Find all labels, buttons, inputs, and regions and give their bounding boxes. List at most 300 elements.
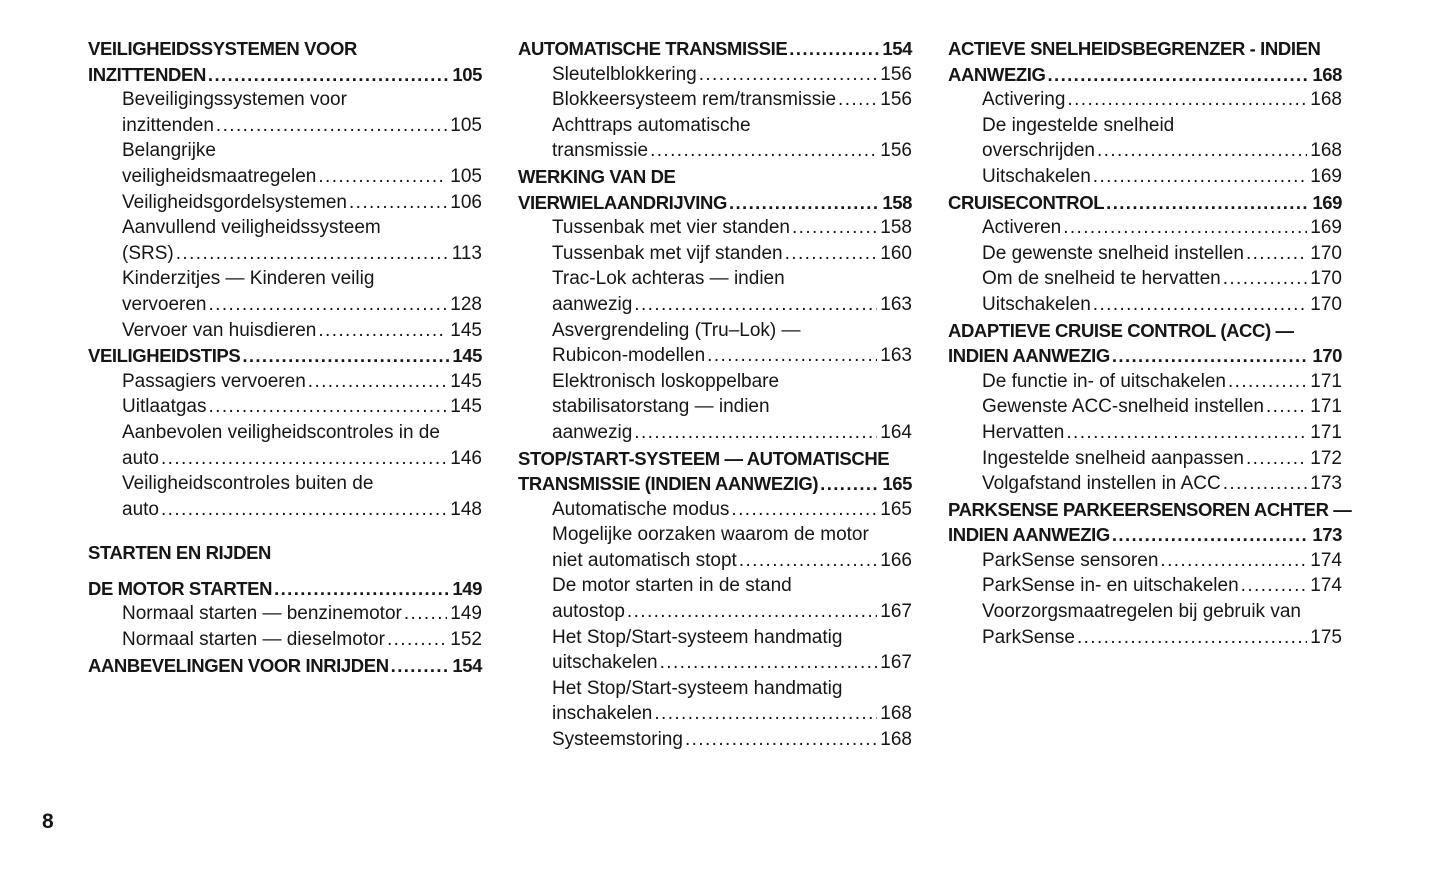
toc-entry-line — [948, 497, 1352, 523]
toc-entry-text: Blokkeersysteem rem/transmissie — [552, 89, 837, 111]
toc-entry-text: Activeren — [982, 217, 1062, 239]
dot-leader — [349, 190, 447, 216]
toc-entry-line — [88, 62, 482, 88]
dot-leader — [685, 727, 877, 753]
toc-entry-line — [518, 701, 912, 727]
toc-entry-text: veiligheidsmaatregelen — [122, 165, 317, 187]
toc-entry-line — [948, 625, 1342, 651]
toc-entry-line — [88, 653, 482, 679]
toc-entry-text: auto — [122, 447, 159, 469]
dot-leader — [1077, 625, 1307, 651]
toc-entry-sub — [948, 113, 1342, 164]
toc-entry-line — [948, 599, 1342, 625]
toc-entry-text: INDIEN AANWEZIG — [948, 524, 1110, 546]
toc-entry-line — [88, 138, 482, 164]
toc-entry-sub — [518, 497, 912, 523]
dot-leader — [1093, 164, 1308, 190]
toc-entry-text: ADAPTIEVE CRUISE CONTROL (ACC) — — [948, 319, 1294, 341]
dot-leader — [209, 394, 448, 420]
toc-entry-line — [518, 292, 912, 318]
toc-entry-text: Automatische modus — [552, 498, 730, 520]
dot-leader — [274, 576, 449, 602]
toc-entry-sub — [518, 215, 912, 241]
dot-leader — [789, 36, 879, 62]
toc-entry-line — [88, 215, 482, 241]
toc-entry-line — [948, 446, 1342, 472]
dot-leader — [792, 215, 877, 241]
toc-entry-text: Uitschakelen — [982, 293, 1091, 315]
toc-entry-heading — [948, 318, 1342, 369]
toc-entry-text: INZITTENDEN — [88, 63, 206, 85]
toc-entry-sub — [88, 87, 482, 138]
table-of-contents — [88, 36, 1352, 753]
toc-entry-sub — [948, 292, 1342, 318]
toc-entry-sub — [518, 62, 912, 88]
dot-leader — [729, 190, 879, 216]
toc-page-ref: 173 — [1312, 524, 1342, 546]
toc-entry-sub — [518, 522, 912, 573]
toc-page-ref: 168 — [1312, 63, 1342, 85]
dot-leader — [1106, 190, 1309, 216]
toc-entry-line — [518, 241, 912, 267]
toc-entry-text: ParkSense sensoren — [982, 549, 1159, 571]
toc-entry-sub — [518, 676, 912, 727]
toc-entry-line — [948, 266, 1342, 292]
toc-page-ref: 174 — [1310, 549, 1342, 571]
toc-page-ref: 105 — [452, 63, 482, 85]
toc-entry-line — [88, 394, 482, 420]
toc-entry-line — [948, 62, 1342, 88]
dot-leader — [1241, 573, 1308, 599]
dot-leader — [654, 701, 877, 727]
toc-entry-text: transmissie — [552, 140, 649, 162]
dot-leader — [308, 369, 448, 395]
toc-entry-line — [518, 87, 912, 113]
dot-leader — [634, 292, 877, 318]
toc-page-ref: 166 — [880, 549, 912, 571]
toc-entry-line — [948, 292, 1342, 318]
toc-entry-heading — [88, 653, 482, 679]
dot-leader — [216, 113, 447, 139]
dot-leader — [1266, 394, 1307, 420]
toc-entry-text: Voorzorgsmaatregelen bij gebruik van — [982, 601, 1301, 623]
toc-entry-line — [518, 343, 912, 369]
toc-entry-text: AANWEZIG — [948, 63, 1046, 85]
toc-page-ref: 170 — [1310, 268, 1342, 290]
toc-entry-heading — [88, 576, 482, 602]
toc-entry-line — [948, 369, 1342, 395]
dot-leader — [627, 599, 877, 625]
toc-page-ref: 145 — [450, 396, 482, 418]
toc-page-ref: 171 — [1310, 396, 1342, 418]
toc-page-ref: 113 — [451, 242, 482, 264]
toc-entry-text: Tussenbak met vijf standen — [552, 242, 783, 264]
toc-page-ref: 167 — [880, 652, 912, 674]
toc-entry-text: Belangrijke — [122, 140, 216, 162]
toc-entry-text: ACTIEVE SNELHEIDSBEGRENZER - INDIEN — [948, 38, 1321, 59]
toc-entry-text: uitschakelen — [552, 652, 658, 674]
toc-page-ref: 172 — [1310, 447, 1342, 469]
toc-entry-text: VIERWIELAANDRIJVING — [518, 191, 727, 213]
toc-entry-text: Het Stop/Start-systeem handmatig — [552, 626, 843, 648]
toc-entry-text: ParkSense — [982, 626, 1075, 648]
toc-entry-line — [518, 113, 912, 139]
toc-entry-text: niet automatisch stopt — [552, 549, 737, 571]
toc-entry-line — [88, 497, 482, 523]
toc-entry-text: overschrijden — [982, 140, 1095, 162]
toc-page-ref: 158 — [880, 217, 912, 239]
toc-entry-sub — [88, 394, 482, 420]
toc-entry-sub — [518, 573, 912, 624]
toc-entry-text: inzittenden — [122, 114, 214, 136]
dot-leader — [820, 471, 879, 497]
dot-leader — [1066, 420, 1307, 446]
toc-entry-chapter — [88, 540, 482, 566]
toc-entry-line — [518, 573, 912, 599]
toc-entry-line — [518, 369, 912, 395]
toc-entry-sub — [948, 471, 1342, 497]
toc-entry-line — [518, 625, 912, 651]
toc-page-ref: 145 — [452, 345, 482, 367]
toc-entry-text: INDIEN AANWEZIG — [948, 345, 1110, 367]
toc-page-ref: 169 — [1310, 165, 1342, 187]
toc-entry-line — [518, 215, 912, 241]
dot-leader — [1048, 62, 1310, 88]
toc-entry-line — [948, 318, 1342, 344]
dot-leader — [318, 164, 447, 190]
toc-entry-text: Normaal starten — dieselmotor — [122, 629, 385, 651]
dot-leader — [209, 292, 448, 318]
toc-entry-sub — [948, 87, 1342, 113]
toc-entry-line — [948, 87, 1342, 113]
toc-entry-sub — [518, 318, 912, 369]
toc-page-ref: 164 — [880, 421, 912, 443]
toc-entry-text: AANBEVELINGEN VOOR INRIJDEN — [88, 654, 389, 676]
toc-entry-line — [88, 369, 482, 395]
toc-entry-text: Kinderzitjes — Kinderen veilig — [122, 268, 375, 290]
toc-entry-line — [518, 471, 912, 497]
dot-leader — [161, 497, 447, 523]
toc-entry-text: VEILIGHEIDSTIPS — [88, 345, 241, 367]
toc-entry-line — [948, 36, 1342, 62]
toc-entry-line — [88, 266, 482, 292]
toc-page-ref: 145 — [450, 319, 482, 341]
toc-page-ref: 167 — [880, 601, 912, 623]
toc-entry-line — [948, 394, 1342, 420]
toc-entry-heading — [948, 36, 1342, 87]
toc-page-ref: 128 — [450, 293, 482, 315]
toc-entry-text: Systeemstoring — [552, 729, 683, 751]
toc-entry-line — [88, 446, 482, 472]
dot-leader — [1246, 241, 1307, 267]
toc-entry-text: VEILIGHEIDSSYSTEMEN VOOR — [88, 38, 357, 59]
toc-entry-sub — [518, 241, 912, 267]
toc-entry-text: PARKSENSE PARKEERSENSOREN ACHTER — — [948, 498, 1352, 520]
toc-entry-sub — [948, 215, 1342, 241]
toc-entry-line — [948, 164, 1342, 190]
toc-entry-line — [518, 727, 912, 753]
toc-page-ref: 170 — [1310, 293, 1342, 315]
toc-entry-text: Veiligheidsgordelsystemen — [122, 191, 347, 213]
toc-entry-sub — [948, 241, 1342, 267]
toc-page-ref: 156 — [880, 63, 912, 85]
toc-entry-line — [948, 138, 1342, 164]
toc-entry-line — [948, 548, 1342, 574]
toc-page-ref: 156 — [880, 89, 912, 111]
toc-entry-line — [88, 343, 482, 369]
toc-entry-text: vervoeren — [122, 293, 207, 315]
toc-entry-sub — [518, 369, 912, 446]
toc-entry-sub — [518, 87, 912, 113]
toc-entry-line — [88, 601, 482, 627]
toc-entry-sub — [948, 446, 1342, 472]
toc-page-ref: 154 — [882, 38, 912, 59]
toc-entry-text: Tussenbak met vier standen — [552, 217, 790, 239]
toc-entry-sub — [518, 727, 912, 753]
toc-entry-sub — [948, 369, 1342, 395]
toc-entry-sub — [88, 471, 482, 522]
toc-entry-text: Het Stop/Start-systeem handmatig — [552, 677, 843, 699]
toc-entry-text: DE MOTOR STARTEN — [88, 577, 273, 599]
toc-entry-line — [518, 522, 912, 548]
toc-entry-line — [518, 497, 912, 523]
toc-entry-line — [518, 446, 912, 472]
toc-entry-line — [948, 215, 1342, 241]
toc-page-ref: 158 — [882, 191, 912, 213]
toc-entry-text: Veiligheidscontroles buiten de — [122, 473, 374, 495]
dot-leader — [318, 318, 447, 344]
toc-entry-heading — [518, 446, 912, 497]
toc-entry-line — [948, 190, 1342, 216]
toc-page-ref: 174 — [1310, 575, 1342, 597]
toc-entry-sub — [948, 394, 1342, 420]
dot-leader — [650, 138, 877, 164]
toc-entry-text: Om de snelheid te hervatten — [982, 268, 1221, 290]
dot-leader — [785, 241, 878, 267]
dot-leader — [1063, 215, 1307, 241]
toc-entry-line — [88, 318, 482, 344]
toc-entry-text: Ingestelde snelheid aanpassen — [982, 447, 1244, 469]
toc-entry-line — [518, 164, 912, 190]
toc-entry-text: (SRS) — [122, 242, 174, 264]
toc-page-ref: 148 — [450, 498, 482, 520]
toc-entry-text: inschakelen — [552, 703, 653, 725]
toc-entry-sub — [948, 420, 1342, 446]
toc-entry-sub — [948, 548, 1342, 574]
toc-column-2 — [518, 36, 912, 753]
toc-page-ref: 175 — [1310, 626, 1342, 648]
toc-entry-text: Trac-Lok achteras — indien — [552, 268, 785, 290]
toc-entry-line — [518, 650, 912, 676]
dot-leader — [838, 87, 877, 113]
toc-entry-text: Uitlaatgas — [122, 396, 207, 418]
toc-entry-text: Asvergrendeling (Tru–Lok) — — [552, 319, 801, 341]
toc-entry-sub — [88, 190, 482, 216]
toc-page-ref: 105 — [450, 165, 482, 187]
toc-entry-line — [88, 420, 482, 446]
toc-entry-heading — [518, 164, 912, 215]
toc-entry-heading — [88, 343, 482, 369]
toc-entry-sub — [948, 266, 1342, 292]
toc-entry-sub — [518, 625, 912, 676]
toc-entry-text: STOP/START-SYSTEEM — AUTOMATISCHE — [518, 447, 890, 469]
toc-entry-text: Elektronisch loskoppelbare — [552, 370, 780, 392]
toc-page-ref: 168 — [1310, 140, 1342, 162]
dot-leader — [1097, 138, 1307, 164]
toc-entry-line — [518, 62, 912, 88]
toc-entry-sub — [88, 627, 482, 653]
toc-page-ref: 105 — [450, 114, 482, 136]
toc-entry-text: Uitschakelen — [982, 165, 1091, 187]
toc-page-ref: 170 — [1310, 242, 1342, 264]
toc-entry-sub — [518, 266, 912, 317]
toc-entry-line — [948, 471, 1342, 497]
dot-leader — [391, 653, 450, 679]
toc-entry-text: aanwezig — [552, 293, 633, 315]
toc-entry-line — [948, 522, 1342, 548]
dot-leader — [707, 343, 877, 369]
toc-entry-line — [518, 394, 912, 420]
toc-entry-text: WERKING VAN DE — [518, 165, 676, 187]
toc-entry-line — [88, 627, 482, 653]
toc-page-ref: 168 — [1310, 89, 1342, 111]
toc-entry-line — [518, 318, 912, 344]
toc-entry-line — [518, 266, 912, 292]
toc-page-ref: 106 — [450, 191, 482, 213]
dot-leader — [634, 420, 877, 446]
toc-page-ref: 160 — [880, 242, 912, 264]
dot-leader — [1067, 87, 1307, 113]
toc-entry-text: Passagiers vervoeren — [122, 370, 306, 392]
dot-leader — [208, 62, 449, 88]
toc-page-ref: 168 — [880, 703, 912, 725]
dot-leader — [176, 241, 449, 267]
toc-entry-sub — [88, 215, 482, 266]
toc-entry-line — [88, 113, 482, 139]
toc-page-ref: 171 — [1310, 370, 1342, 392]
toc-entry-line — [88, 292, 482, 318]
dot-leader — [660, 650, 878, 676]
toc-entry-line — [518, 36, 912, 62]
toc-entry-sub — [948, 164, 1342, 190]
toc-entry-line — [88, 241, 482, 267]
toc-entry-line — [518, 599, 912, 625]
toc-entry-text: Rubicon-modellen — [552, 345, 706, 367]
toc-entry-line — [948, 241, 1342, 267]
toc-entry-text: Vervoer van huisdieren — [122, 319, 317, 341]
toc-entry-line — [948, 573, 1342, 599]
toc-entry-line — [88, 471, 482, 497]
toc-page-ref: 156 — [880, 140, 912, 162]
dot-leader — [1112, 343, 1309, 369]
toc-entry-text: De ingestelde snelheid — [982, 114, 1175, 136]
toc-page-ref: 169 — [1310, 217, 1342, 239]
toc-entry-sub — [88, 601, 482, 627]
toc-entry-line — [88, 164, 482, 190]
toc-entry-text: aanwezig — [552, 421, 633, 443]
toc-entry-text: Hervatten — [982, 421, 1065, 443]
toc-entry-text: Normaal starten — benzinemotor — [122, 603, 402, 625]
toc-entry-text: Aanbevolen veiligheidscontroles in de — [122, 421, 440, 443]
toc-entry-text: Beveiligingssystemen voor — [122, 89, 347, 111]
toc-entry-line — [518, 420, 912, 446]
toc-page-ref: 173 — [1310, 473, 1342, 495]
toc-entry-line — [518, 676, 912, 702]
toc-page-ref: 145 — [450, 370, 482, 392]
toc-entry-text: Activering — [982, 89, 1066, 111]
toc-entry-text: AUTOMATISCHE TRANSMISSIE — [518, 38, 788, 59]
toc-entry-text: Mogelijke oorzaken waarom de motor — [552, 524, 869, 546]
toc-entry-line — [88, 576, 482, 602]
toc-entry-sub — [88, 420, 482, 471]
toc-page-ref: 165 — [882, 473, 912, 495]
toc-page-ref: 152 — [450, 629, 482, 651]
toc-entry-line — [88, 87, 482, 113]
toc-entry-text: stabilisatorstang — indien — [552, 396, 770, 418]
toc-entry-line — [88, 36, 482, 62]
dot-leader — [739, 548, 877, 574]
toc-column-1 — [88, 36, 482, 753]
toc-entry-line — [948, 113, 1342, 139]
dot-leader — [161, 446, 447, 472]
toc-entry-sub — [88, 138, 482, 189]
toc-entry-text: De gewenste snelheid instellen — [982, 242, 1244, 264]
page-number: 8 — [42, 810, 54, 833]
toc-page-ref: 165 — [880, 498, 912, 520]
toc-entry-sub — [948, 573, 1342, 599]
toc-entry-text: STARTEN EN RIJDEN — [88, 542, 272, 564]
toc-entry-line — [88, 190, 482, 216]
toc-entry-line — [88, 540, 482, 566]
toc-entry-text: CRUISECONTROL — [948, 191, 1105, 213]
toc-column-3 — [948, 36, 1352, 753]
dot-leader — [1246, 446, 1307, 472]
toc-page-ref: 149 — [450, 603, 482, 625]
toc-entry-text: Sleutelblokkering — [552, 63, 697, 85]
toc-entry-heading — [948, 497, 1352, 548]
toc-entry-line — [518, 548, 912, 574]
toc-page-ref: 171 — [1310, 421, 1342, 443]
dot-leader — [1223, 471, 1308, 497]
toc-entry-line — [518, 190, 912, 216]
toc-page-ref: 149 — [452, 577, 482, 599]
toc-entry-text: auto — [122, 498, 159, 520]
toc-page-ref: 154 — [452, 654, 482, 676]
toc-entry-line — [948, 420, 1342, 446]
dot-leader — [1223, 266, 1308, 292]
toc-entry-text: ParkSense in- en uitschakelen — [982, 575, 1239, 597]
toc-entry-text: De motor starten in de stand — [552, 575, 792, 597]
dot-leader — [1160, 548, 1307, 574]
dot-leader — [731, 497, 877, 523]
toc-entry-sub — [88, 318, 482, 344]
toc-entry-heading — [948, 190, 1342, 216]
toc-entry-text: Aanvullend veiligheidssysteem — [122, 217, 381, 239]
toc-entry-sub — [518, 113, 912, 164]
dot-leader — [404, 601, 447, 627]
toc-entry-text: autostop — [552, 601, 625, 623]
dot-leader — [1112, 522, 1309, 548]
toc-page-ref: 163 — [880, 293, 912, 315]
toc-entry-text: Volgafstand instellen in ACC — [982, 473, 1221, 495]
toc-entry-heading — [88, 36, 482, 87]
toc-entry-sub — [88, 369, 482, 395]
toc-entry-text: Gewenste ACC-snelheid instellen — [982, 396, 1264, 418]
toc-page-ref: 168 — [880, 729, 912, 751]
toc-entry-sub — [88, 266, 482, 317]
toc-entry-text: Achttraps automatische — [552, 114, 751, 136]
toc-page-ref: 169 — [1312, 191, 1342, 213]
